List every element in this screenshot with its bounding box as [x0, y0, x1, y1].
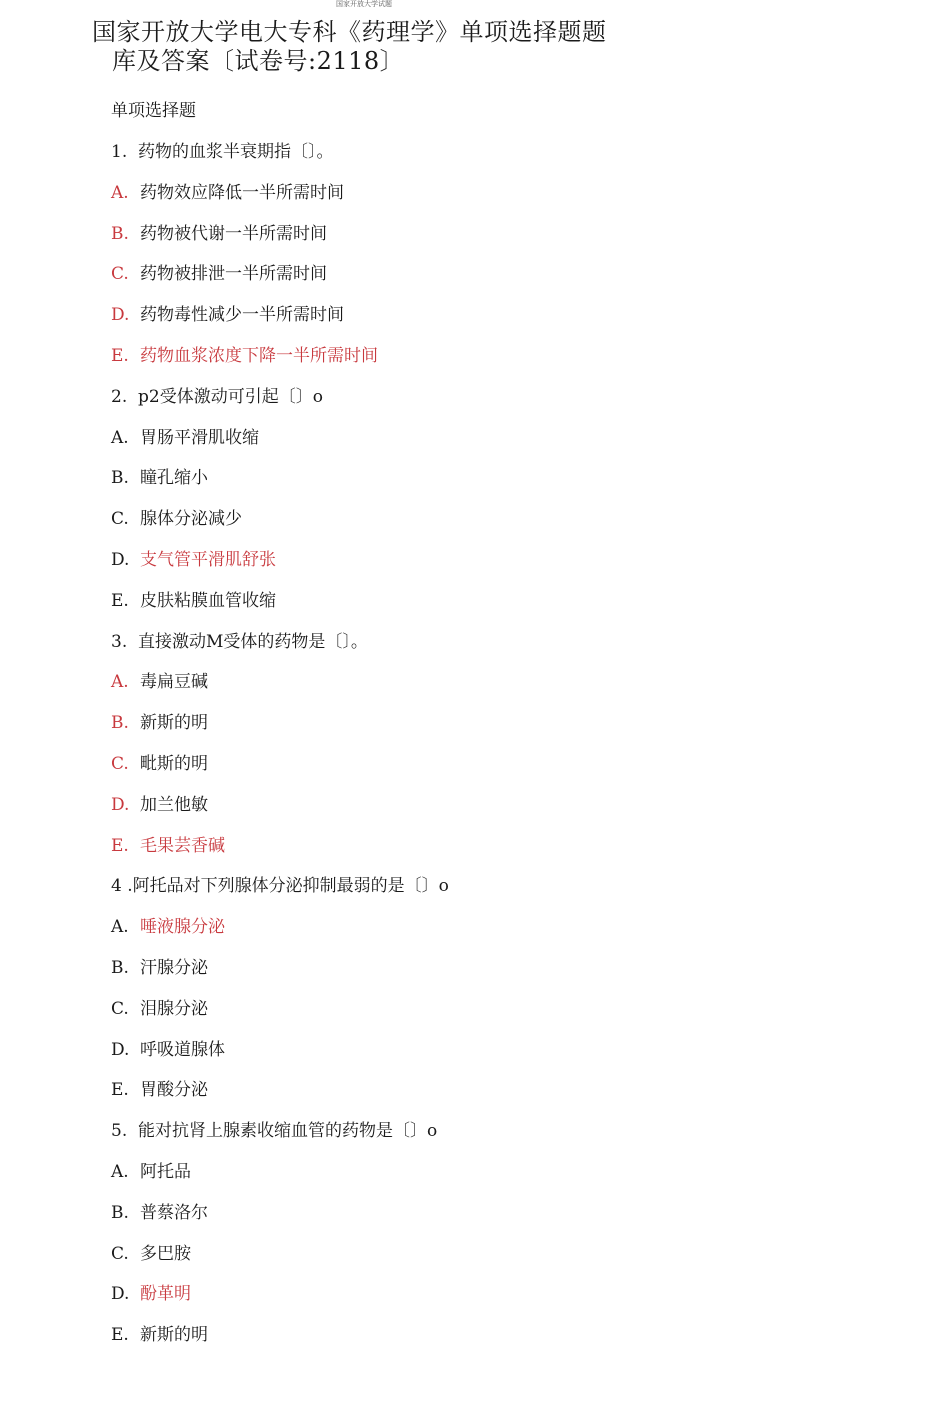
question-stem: 4 .阿托品对下列腺体分泌抑制最弱的是〔〕o [111, 876, 449, 897]
option-letter: C. [111, 998, 129, 1019]
option-text: 新斯的明 [140, 713, 208, 734]
option-letter: B. [111, 468, 129, 489]
option-letter: C. [111, 753, 129, 774]
option-row [111, 466, 449, 507]
option-text: 药物被代谢一半所需时间 [140, 223, 327, 244]
option-text: 新斯的明 [140, 1325, 208, 1346]
option-letter: A. [111, 1161, 129, 1182]
option-letter: C. [111, 1243, 129, 1264]
option-text: 毗斯的明 [140, 753, 208, 774]
option-row [111, 1201, 449, 1242]
option-letter: D. [111, 549, 130, 570]
option-row [111, 1038, 449, 1079]
option-row [111, 507, 449, 548]
option-text: 药物毒性减少一半所需时间 [140, 305, 344, 326]
answer-option-row [111, 1282, 449, 1323]
option-row [111, 426, 449, 467]
option-row [111, 711, 449, 752]
option-row [111, 997, 449, 1038]
option-letter: D. [111, 305, 130, 326]
option-row [111, 956, 449, 997]
section-heading: 单项选择题 [111, 101, 196, 121]
option-row [111, 1160, 449, 1201]
option-letter: A. [111, 182, 129, 203]
option-letter: D. [111, 1284, 130, 1305]
question-list [111, 140, 449, 1364]
option-text: 唾液腺分泌 [140, 917, 225, 938]
option-row [111, 181, 449, 222]
option-letter: C. [111, 509, 129, 530]
option-text: 毒扁豆碱 [140, 672, 208, 693]
option-row [111, 589, 449, 630]
option-row [111, 222, 449, 263]
document-title [92, 18, 607, 76]
option-row [111, 670, 449, 711]
option-letter: C. [111, 264, 129, 285]
option-text: 毛果芸香碱 [140, 835, 225, 856]
option-text: 药物被排泄一半所需时间 [140, 264, 327, 285]
title-line-1: 国家开放大学电大专科《药理学》单项选择题题 [92, 18, 607, 46]
option-row [111, 303, 449, 344]
option-letter: E. [111, 590, 129, 611]
option-text: 药物血浆浓度下降一半所需时间 [140, 345, 378, 366]
option-text: 瞳孔缩小 [140, 468, 208, 489]
question-stem: 2. p2受体激动可引起〔〕o [111, 386, 323, 407]
option-text: 呼吸道腺体 [140, 1039, 225, 1060]
title-line-2: 库及答案〔试卷号:2118〕 [112, 47, 405, 75]
option-text: 酚革明 [140, 1284, 191, 1305]
option-text: 加兰他敏 [140, 794, 208, 815]
option-letter: B. [111, 713, 129, 734]
option-text: 支气管平滑肌舒张 [140, 549, 276, 570]
option-text: 腺体分泌减少 [140, 509, 242, 530]
question-stem: 1. 药物的血浆半衰期指〔〕。 [111, 142, 334, 162]
question-stem: 5. 能对抗肾上腺素收缩血管的药物是〔〕o [111, 1121, 438, 1142]
option-text: 普蔡洛尔 [140, 1202, 208, 1223]
option-row [111, 793, 449, 834]
option-letter: B. [111, 223, 129, 244]
option-text: 胃酸分泌 [140, 1080, 208, 1101]
option-text: 皮肤粘膜血管收缩 [140, 590, 276, 611]
option-letter: E. [111, 1080, 129, 1101]
option-letter: D. [111, 1039, 130, 1060]
option-text: 药物效应降低一半所需时间 [140, 182, 344, 203]
option-text: 汗腺分泌 [140, 957, 208, 978]
option-row [111, 1078, 449, 1119]
option-letter: D. [111, 794, 130, 815]
option-letter: E. [111, 345, 129, 366]
option-text: 阿托品 [140, 1161, 191, 1182]
answer-option-row [111, 548, 449, 589]
option-row [111, 752, 449, 793]
option-letter: E. [111, 1325, 129, 1346]
answer-option-row [111, 344, 449, 385]
option-letter: A. [111, 427, 129, 448]
answer-option-row [111, 915, 449, 956]
question-stem: 3. 直接激动M受体的药物是〔〕。 [111, 631, 368, 652]
answer-option-row [111, 834, 449, 875]
option-letter: B. [111, 1202, 129, 1223]
option-text: 多巴胺 [140, 1243, 191, 1264]
option-text: 胃肠平滑肌收缩 [140, 427, 259, 448]
option-letter: A. [111, 917, 129, 938]
option-row [111, 1323, 449, 1364]
option-letter: E. [111, 835, 129, 856]
option-letter: B. [111, 957, 129, 978]
option-row [111, 262, 449, 303]
option-row [111, 1242, 449, 1283]
option-text: 泪腺分泌 [140, 998, 208, 1019]
header-note: 国家开放大学试题 [336, 0, 392, 8]
option-letter: A. [111, 672, 129, 693]
